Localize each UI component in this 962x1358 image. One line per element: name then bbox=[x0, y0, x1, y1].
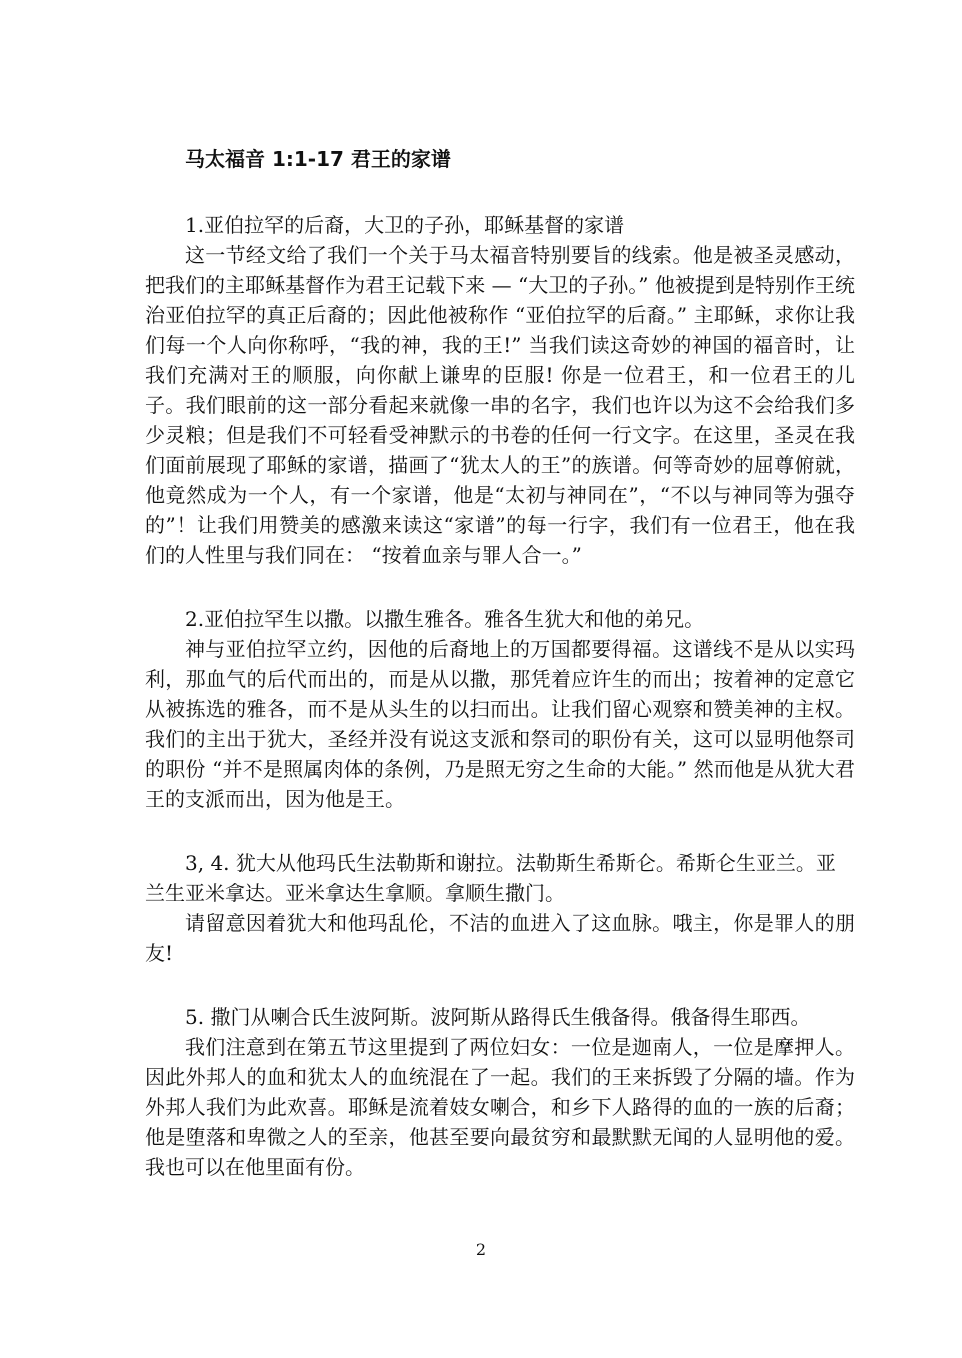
section-heading: 2.亚伯拉罕生以撒。以撒生雅各。雅各生犹大和他的弟兄。 bbox=[185, 607, 705, 631]
section-body: 神与亚伯拉罕立约，因他的后裔地上的万国都要得福。这谱线不是从以实玛利，那血气的后代而出的，而是从以撒，那凭着应许生的而出；按着神的定意它从被拣选的雅各，而不是从头生的以扫而出。让我们留心观察和赞美神的主权。我们的主出于犹大，圣经并没有说这支派和祭司的职份有关，这可以显明他祭司的职份 “并不是照属肉体的条例，乃是照无穷之生命的大能。” 然而他是从犹大君王的支派而出，因为他是王。 bbox=[145, 637, 855, 811]
section-4 bbox=[145, 1002, 855, 1182]
section-heading: 3, 4. 犹大从他玛氏生法勒斯和谢拉。法勒斯生希斯仑。希斯仑生亚兰。亚兰生亚米拿达。亚米拿达生拿顺。拿顺生撒门。 bbox=[145, 851, 836, 905]
section-heading: 5. 撒门从喇合氏生波阿斯。波阿斯从路得氏生俄备得。俄备得生耶西。 bbox=[185, 1005, 811, 1029]
section-body: 这一节经文给了我们一个关于马太福音特别要旨的线索。他是被圣灵感动，把我们的主耶稣基督作为君王记载下来 — “大卫的子孙。” 他被提到是特别作王统治亚伯拉罕的真正后裔的；因此他被称作 “亚伯拉罕的后裔。” 主耶稣，求你让我们每一个人向你称呼，“我的神，我的王!” 当我们读这奇妙的神国的福音时，让我们充满对王的顺服，向你献上谦卑的臣服! 你是一位君王，和一位君王的儿子。我们眼前的这一部分看起来就像一串的名字，我们也许以为这不会给我们多少灵粮；但是我们不可轻看受神默示的书卷的任何一行文字。在这里，圣灵在我们面前展现了耶稣的家谱，描画了“犹太人的王”的族谱。何等奇妙的屈尊俯就，他竟然成为一个人，有一个家谱，他是“太初与神同在”，“不以与神同等为强夺的”！让我们用赞美的感激来读这“家谱”的每一行字，我们有一位君王，他在我们的人性里与我们同在： “按着血亲与罪人合一。” bbox=[145, 243, 855, 567]
section-body: 我们注意到在第五节这里提到了两位妇女：一位是迦南人，一位是摩押人。因此外邦人的血和犹太人的血统混在了一起。我们的王来拆毁了分隔的墙。作为外邦人我们为此欢喜。耶稣是流着妓女喇合，和乡下人路得的血的一族的后裔；他是堕落和卑微之人的至亲，他甚至要向最贫穷和最默默无闻的人显明他的爱。我也可以在他里面有份。 bbox=[145, 1035, 855, 1179]
page-title: 马太福音 1:1-17 君王的家谱 bbox=[185, 147, 451, 171]
section-heading: 1.亚伯拉罕的后裔，大卫的子孙，耶稣基督的家谱 bbox=[185, 213, 625, 237]
section-1 bbox=[145, 210, 855, 570]
section-3 bbox=[145, 848, 855, 968]
page-content bbox=[145, 142, 855, 1182]
page-number: 2 bbox=[475, 1240, 487, 1259]
section-body: 请留意因着犹大和他玛乱伦，不洁的血进入了这血脉。哦主，你是罪人的朋友! bbox=[145, 911, 855, 965]
section-2 bbox=[145, 604, 855, 814]
